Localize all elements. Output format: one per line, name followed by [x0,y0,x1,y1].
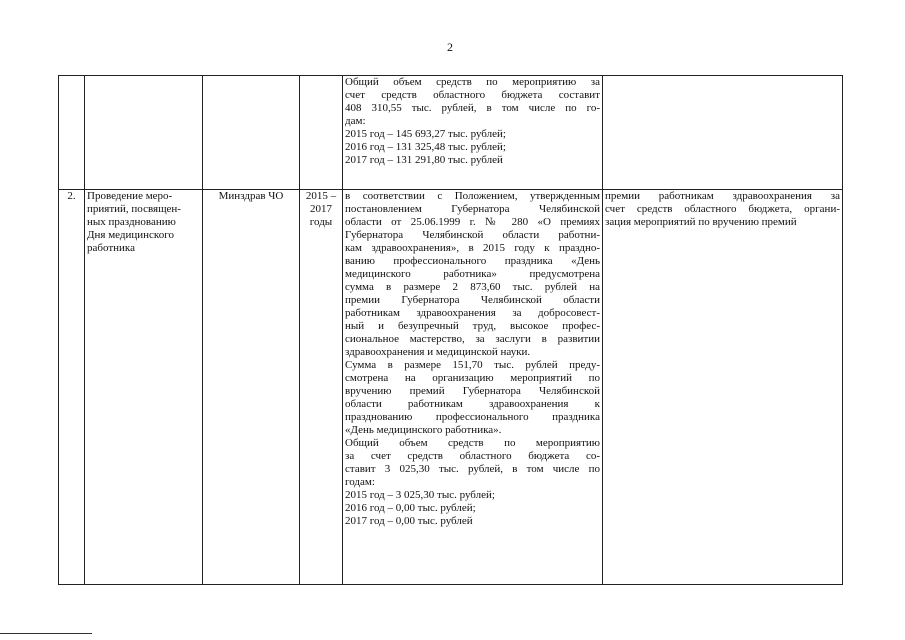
cell-executor [203,76,300,190]
description-line: вручению премий Губернатора Челябинской [345,385,600,397]
cell-number [59,76,85,190]
description-line: 2015 год – 145 693,27 тыс. рублей; [345,128,506,140]
description-line: счет средств областного бюджета составит [345,89,600,101]
cell-number: 2. [59,190,85,585]
description-line: ставит 3 025,30 тыс. рублей, в том числе по [345,463,600,475]
description-line: празднованию профессионального праздника [345,411,600,423]
page-number: 2 [447,40,453,54]
description-line: здравоохранения и медицинской науки. [345,346,531,358]
cell-description [343,76,603,190]
description-line: ный и безупречный труд, высокое профес- [345,320,600,332]
description-line: 408 310,55 тыс. рублей, в том числе по го- [345,102,600,114]
cell-name [85,190,203,585]
description-line: сиональное мастерство, за заслуги в развитии [345,333,600,345]
term-line: 2015 – [305,190,337,202]
description-line: Общий объем средств по мероприятию [345,437,600,449]
result-line: зация мероприятий по вручению премий [605,216,797,228]
name-line: Дня медицинского [87,229,174,241]
description-line: годам: [345,476,375,488]
description-line: Сумма в размере 151,70 тыс. рублей преду- [345,359,600,371]
name-line: приятий, посвящен- [87,203,181,215]
measures-table [58,75,843,585]
description-line: премии Губернатора Челябинской области [345,294,600,306]
cell-result [603,76,843,190]
term-line: 2017 [310,203,332,215]
description-line: 2016 год – 0,00 тыс. рублей; [345,502,476,514]
cell-result [603,190,843,585]
term-line: годы [309,216,333,228]
cell-description [343,190,603,585]
description-line: Общий объем средств по мероприятию за [345,76,600,88]
description-line: 2017 год – 0,00 тыс. рублей [345,515,473,527]
description-line: области работникам здравоохранения к [345,398,600,410]
description-line: сумма в размере 2 873,60 тыс. рублей на [345,281,600,293]
description-line: в соответствии с Положением, утвержденным [345,190,600,202]
table-row-continuation [59,76,843,190]
cell-term [300,190,343,585]
description-line: «День медицинского работника». [345,424,502,436]
cell-executor: Минздрав ЧО [203,190,300,585]
description-line: Губернатора Челябинской области работни- [345,229,600,241]
description-line: области от 25.06.1999 г. № 280 «О премиях [345,216,600,228]
description-line: 2015 год – 3 025,30 тыс. рублей; [345,489,495,501]
description-line: медицинского работника» предусмотрена [345,268,600,280]
footer-rule [0,633,92,634]
description-line: 2017 год – 131 291,80 тыс. рублей [345,154,503,166]
description-line: за счет средств областного бюджета со- [345,450,600,462]
result-line: премии работникам здравоохранения за [605,190,840,202]
name-line: Проведение меро- [87,190,173,202]
description-line: ванию профессионального праздника «День [345,255,600,267]
description-line: кам здравоохранения», в 2015 году к праздно- [345,242,600,254]
result-line: счет средств областного бюджета, органи- [605,203,840,215]
description-line: 2016 год – 131 325,48 тыс. рублей; [345,141,506,153]
description-line: постановлением Губернатора Челябинской [345,203,600,215]
cell-term [300,76,343,190]
name-line: ных празднованию [87,216,176,228]
description-line: смотрена на организацию мероприятий по [345,372,600,384]
cell-name [85,76,203,190]
description-line: работникам здравоохранения за добросовест- [345,307,600,319]
description-line: дам: [345,115,366,127]
name-line: работника [87,242,135,254]
table-row [59,190,843,585]
